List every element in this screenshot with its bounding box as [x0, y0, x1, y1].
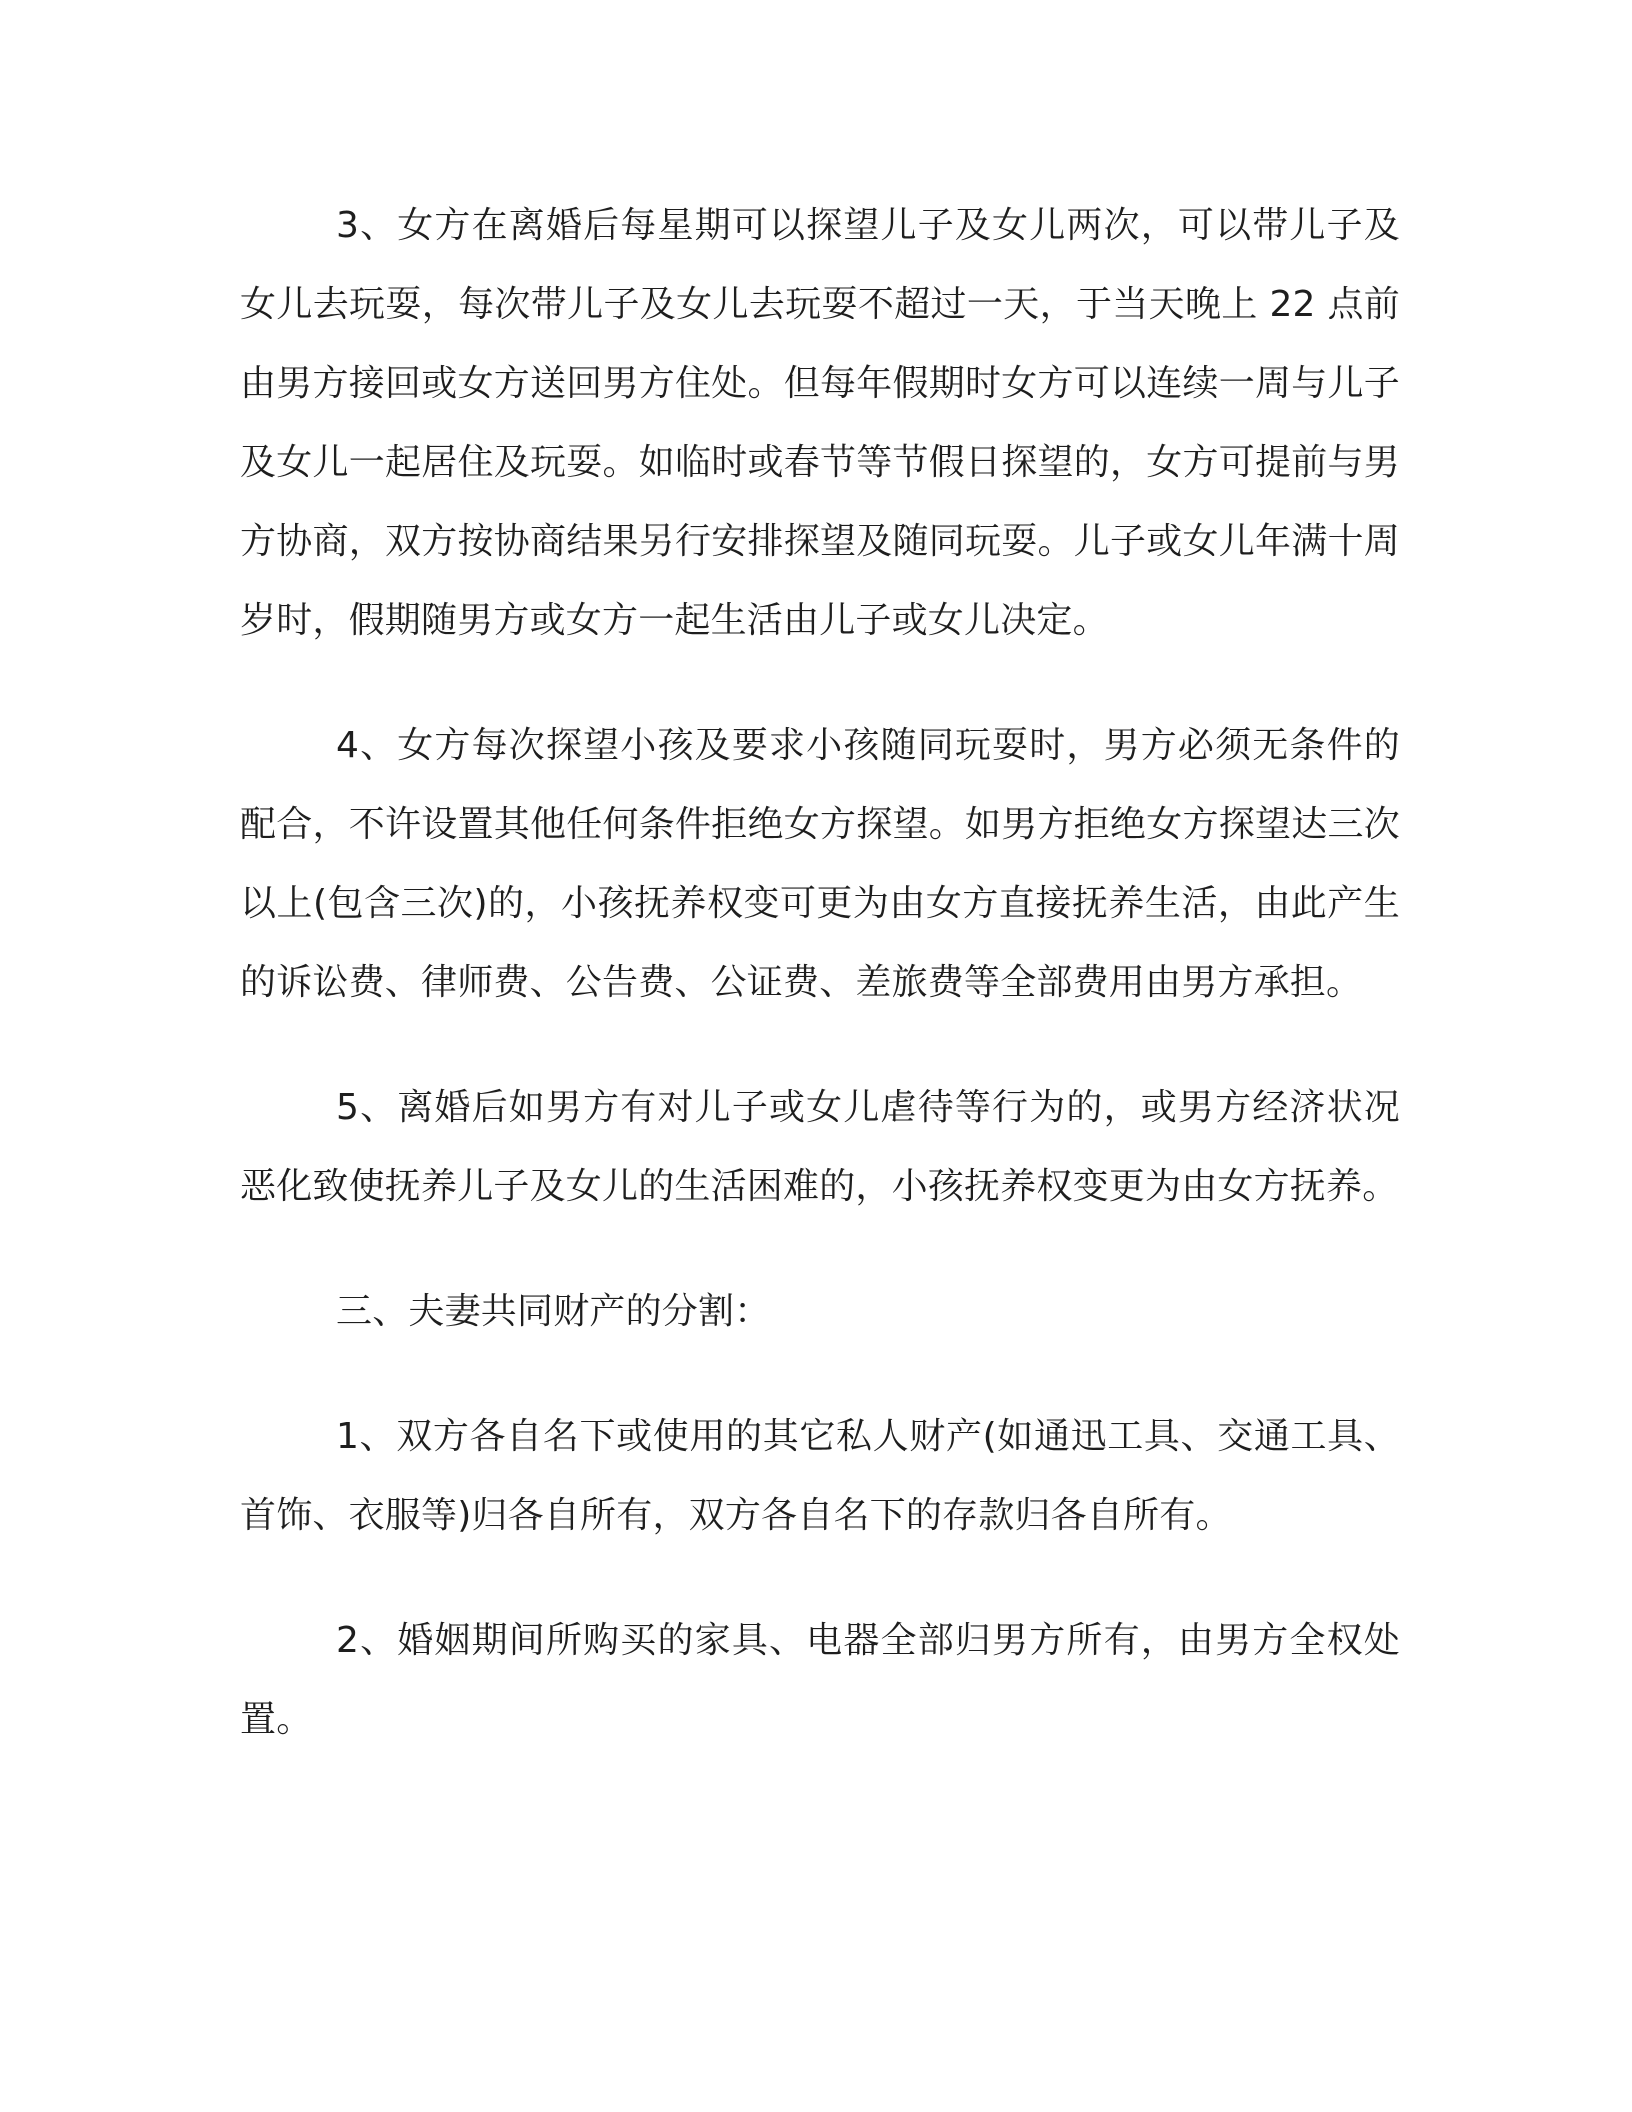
paragraph-spacer — [240, 1226, 1400, 1272]
paragraph-spacer — [240, 1022, 1400, 1068]
paragraph-personal-property: 1、双方各自名下或使用的其它私人财产(如通迅工具、交通工具、首饰、衣服等)归各自所有，双方各自名下的存款归各自所有。 — [240, 1416, 1400, 1536]
paragraph-custody-change: 5、离婚后如男方有对儿子或女儿虐待等行为的，或男方经济状况恶化致使抚养儿子及女儿的生活困难的，小孩抚养权变更为由女方抚养。 — [240, 1087, 1400, 1207]
section-heading-property-division: 三、夫妻共同财产的分割： — [336, 1291, 771, 1332]
paragraph-visitation-schedule: 3、女方在离婚后每星期可以探望儿子及女儿两次，可以带儿子及女儿去玩耍，每次带儿子及女儿去玩耍不超过一天，于当天晚上 22 点前由男方接回或女方送回男方住处。但每年假期时女方可以连续一周与儿子及女儿一起居住及玩耍。如临时或春节等节假日探望的，女方可提前与男方协商，双方按协商结果另行安排探望及随同玩耍。儿子或女儿年满十周岁时，假期随男方或女方一起生活由儿子或女儿决定。 — [240, 205, 1400, 641]
paragraph-spacer — [240, 1351, 1400, 1397]
paragraph-furniture-appliances: 2、婚姻期间所购买的家具、电器全部归男方所有，由男方全权处置。 — [240, 1620, 1400, 1740]
paragraph-spacer — [240, 660, 1400, 706]
document-body — [240, 186, 1400, 1759]
paragraph-spacer — [240, 1555, 1400, 1601]
paragraph-visitation-cooperation: 4、女方每次探望小孩及要求小孩随同玩耍时，男方必须无条件的配合，不许设置其他任何条件拒绝女方探望。如男方拒绝女方探望达三次以上(包含三次)的，小孩抚养权变可更为由女方直接抚养生活，由此产生的诉讼费、律师费、公告费、公证费、差旅费等全部费用由男方承担。 — [240, 725, 1400, 1003]
